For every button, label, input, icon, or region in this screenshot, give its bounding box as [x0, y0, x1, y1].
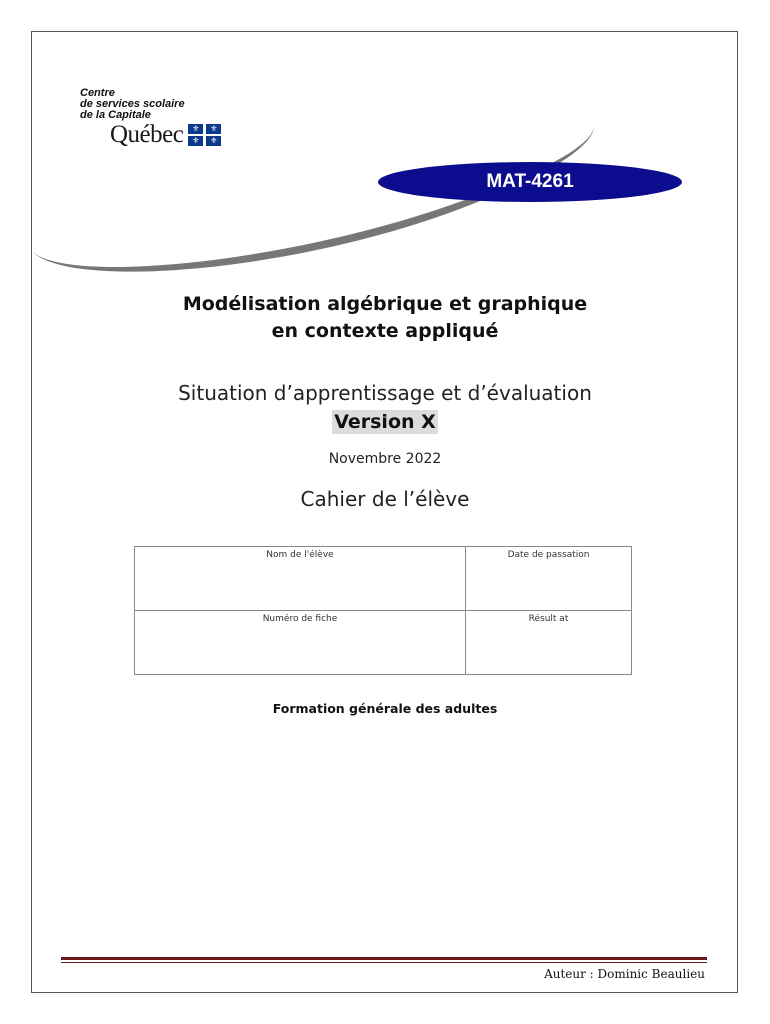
- logo-line-3: de la Capitale: [80, 109, 151, 121]
- student-info-form: [134, 546, 632, 675]
- footer-rule-thin: [61, 962, 707, 963]
- result-label: Résult at: [528, 614, 569, 624]
- document-date: Novembre 2022: [328, 451, 442, 467]
- booklet-label: Cahier de l’élève: [300, 487, 470, 511]
- student-name-field[interactable]: [135, 547, 466, 611]
- program-name: Formation générale des adultes: [272, 701, 498, 716]
- student-name-label: Nom de l'élève: [266, 550, 334, 560]
- result-field[interactable]: [466, 611, 632, 675]
- author-credit: Auteur : Dominic Beaulieu: [544, 967, 705, 981]
- decorative-swoosh: [0, 0, 770, 300]
- file-number-field[interactable]: [135, 611, 466, 675]
- title-line-1: Modélisation algébrique et graphique: [182, 293, 588, 315]
- organization-logo: [80, 88, 221, 148]
- version-container: [0, 410, 770, 434]
- footer-rule: [61, 957, 707, 960]
- logo-wordmark: Québec: [110, 121, 184, 148]
- document-title: [0, 291, 770, 345]
- fleur-de-lis-flag-icon: ⚜ ⚜ ⚜ ⚜: [188, 124, 221, 146]
- document-subtitle: Situation d’apprentissage et d’évaluation: [178, 381, 592, 405]
- logo-line-1: Centre: [80, 87, 115, 99]
- version-label: Version X: [334, 411, 436, 433]
- title-line-2: en contexte appliqué: [271, 320, 499, 342]
- logo-line-2: de services scolaire: [80, 98, 185, 110]
- file-number-label: Numéro de fiche: [262, 614, 338, 624]
- course-code: MAT-4261: [486, 171, 574, 192]
- course-code-badge: [378, 162, 682, 202]
- exam-date-field[interactable]: [466, 547, 632, 611]
- exam-date-label: Date de passation: [507, 550, 590, 560]
